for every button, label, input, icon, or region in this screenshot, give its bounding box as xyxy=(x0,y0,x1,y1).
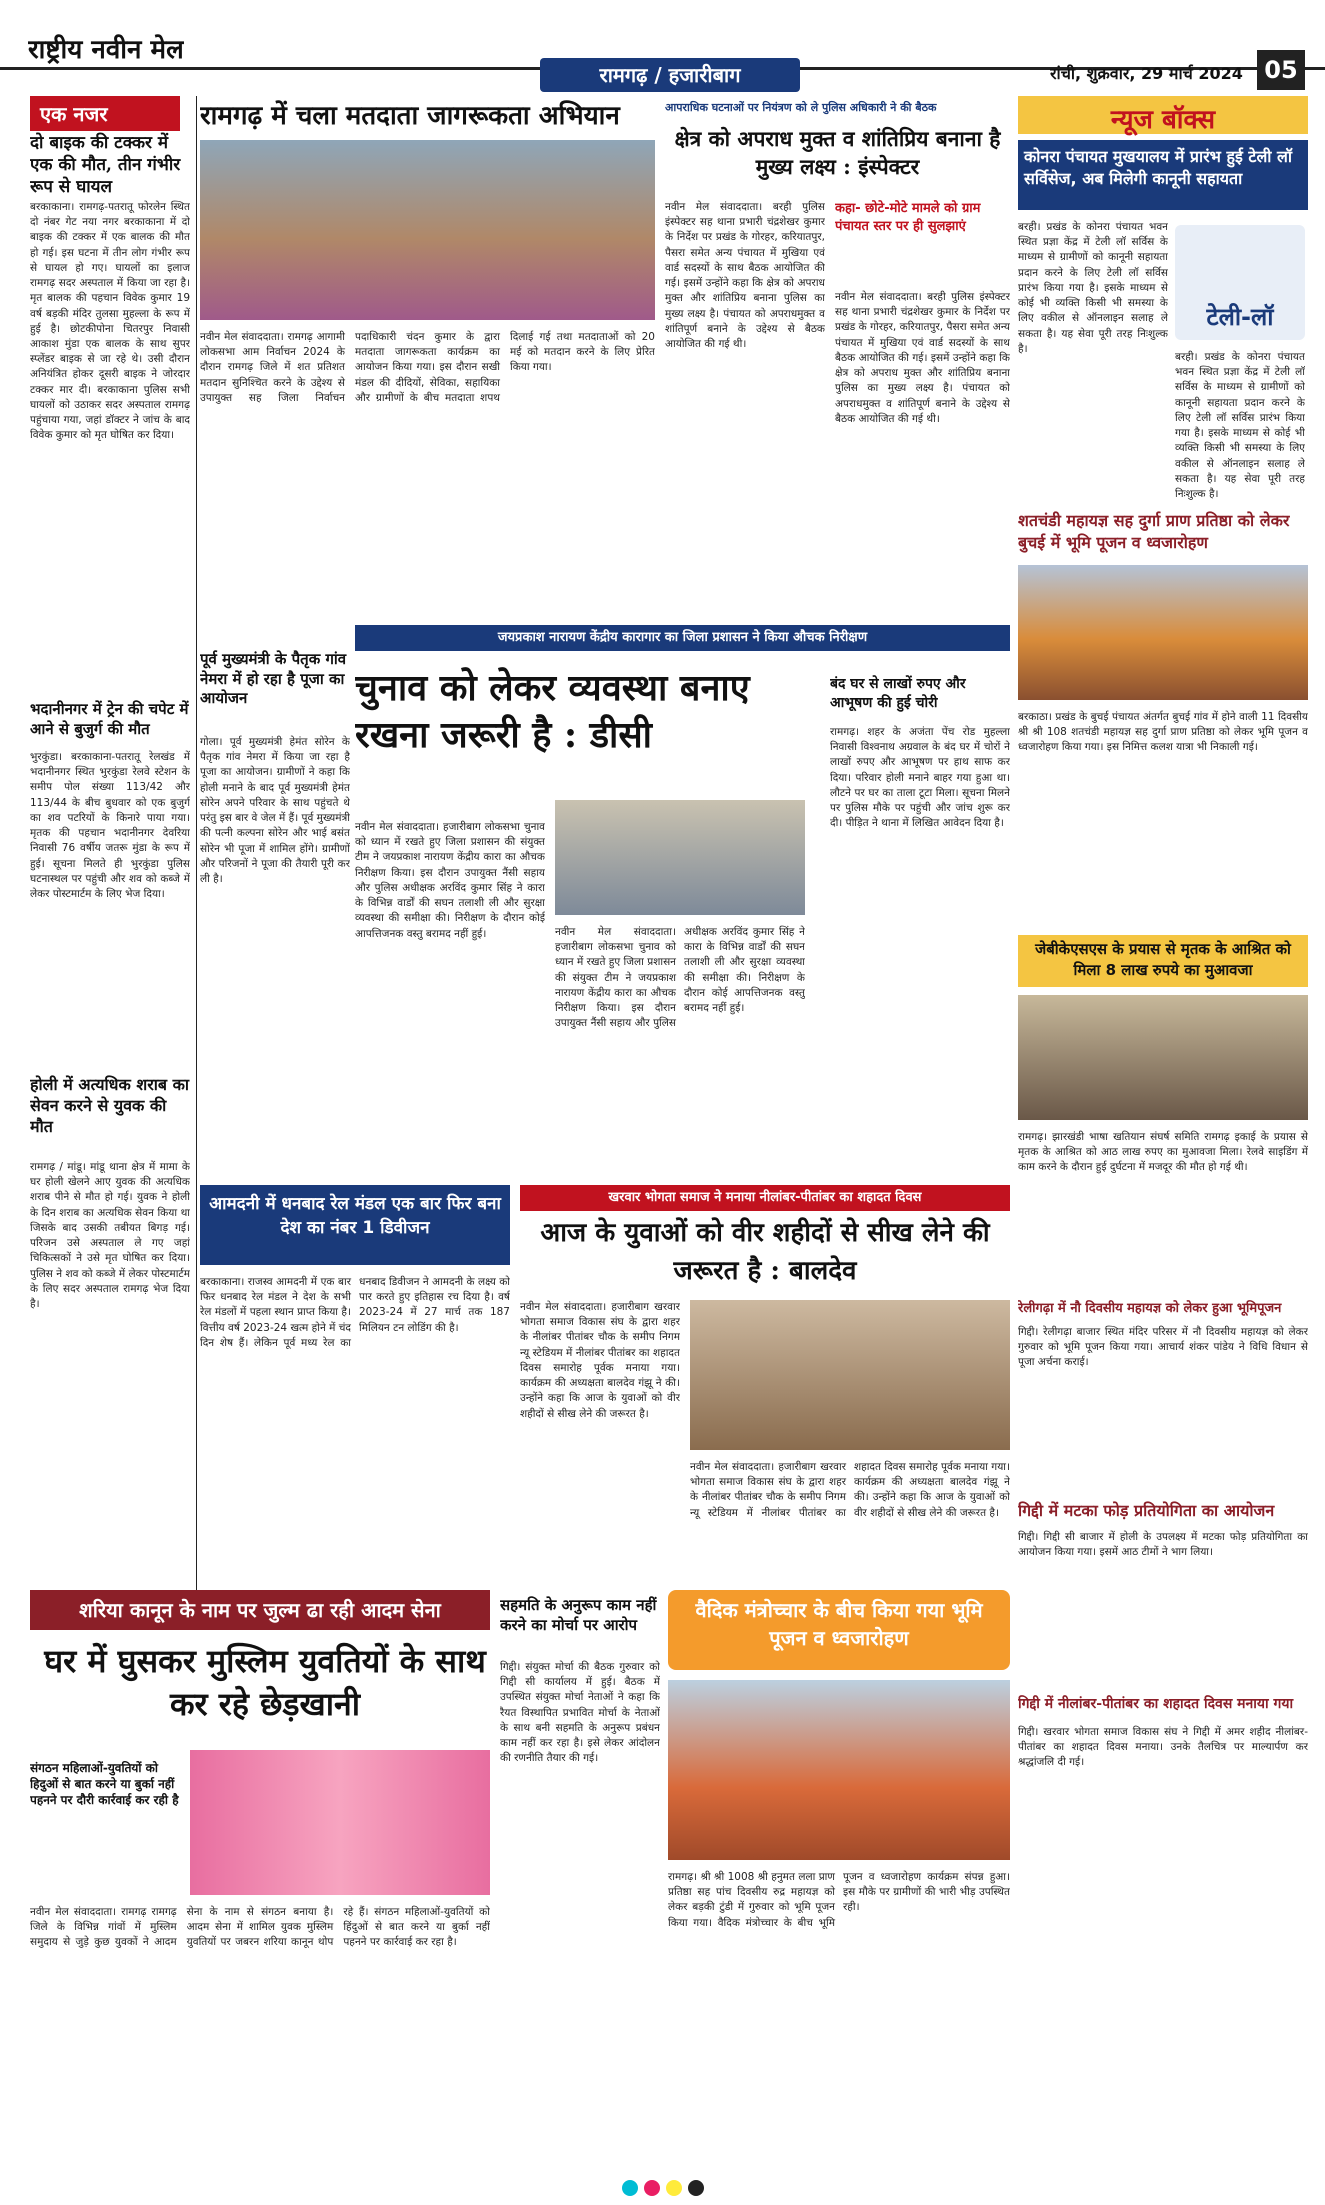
ek-nazar-label: एक नजर xyxy=(30,96,180,131)
theft-body: रामगढ़। शहर के अजंता पेंच रोड मुहल्ला निवासी विश्वनाथ अग्रवाल के बंद घर में चोरों ने लाखों रुपए और आभूषण पर हाथ साफ कर दिया। परिवार होली मनाने बाहर गया हुआ था। लौटने पर घर का ताला टूटा मिला। सूचना मिलने पर पुलिस मौके पर पहुंची और जांच शुरू कर दी। पीड़ित ने थाना में लिखित आवेदन दिया है। xyxy=(830,726,1010,830)
news-box-story5-headline: गिद्दी में मटका फोड़ प्रतियोगिता का आयोजन xyxy=(1018,1501,1275,1520)
ek-nazar-story2-headline: भदानीनगर में ट्रेन की चपेट में आने से बुजुर्ग की मौत xyxy=(30,700,189,738)
sahmati-headline: सहमति के अनुरूप काम नहीं करने का मोर्चा पर आरोप xyxy=(500,1596,657,1635)
inspector-pullquote: कहा- छोटे-मोटे मामले को ग्राम पंचायत स्तर पर ही सुलझाएं xyxy=(835,201,981,234)
page-number: 05 xyxy=(1257,50,1305,90)
news-box-label: न्यूज बॉक्स xyxy=(1110,105,1216,135)
section-label: रामगढ़ / हजारीबाग xyxy=(540,58,800,92)
railway-headline: आमदनी में धनबाद रेल मंडल एक बार फिर बना देश का नंबर 1 डिवीजन xyxy=(200,1185,510,1265)
sharia-photo xyxy=(190,1750,490,1895)
jail-body-cont: नवीन मेल संवाददाता। हजारीबाग लोकसभा चुनाव को ध्यान में रखते हुए जिला प्रशासन की संयुक्त टीम ने जयप्रकाश नारायण केंद्रीय कारा का औचक निरीक्षण किया। इस दौरान उपायुक्त नैंसी सहाय और पुलिस अधीक्षक अरविंद कुमार सिंह ने कारा के विभिन्न वार्डों की सघन तलाशी ली और सुरक्षा व्यवस्था की समीक्षा की। निरीक्षण के दौरान कोई आपत्तिजनक वस्तु बरामद नहीं हुई। xyxy=(555,926,805,1030)
baldev-kicker: खरवार भोगता समाज ने मनाया नीलांबर-पीतांबर का शहादत दिवस xyxy=(520,1185,1010,1211)
pm-story-headline: पूर्व मुख्यमंत्री के पैतृक गांव नेमरा में हो रहा है पूजा का आयोजन xyxy=(200,650,347,707)
dateline: रांची, शुक्रवार, 29 मार्च 2024 xyxy=(1050,64,1243,83)
baldev-body-cont: नवीन मेल संवाददाता। हजारीबाग खरवार भोगता समाज विकास संघ के द्वारा शहर के नीलांबर पीतांबर चौक के समीप निगम न्यू स्टेडियम में नीलांबर पीतांबर का शहादत दिवस समारोह पूर्वक मनाया गया। कार्यक्रम की अध्यक्षता बालदेव गंझू ने की। उन्होंने कहा कि आज के युवाओं को वीर शहीदों से सीख लेने की जरूरत है। xyxy=(690,1461,1010,1519)
sharia-body: नवीन मेल संवाददाता। रामगढ़ रामगढ़ जिले के विभिन्न गांवों में मुस्लिम समुदाय से जुड़े कुछ युवकों ने आदम सेना के नाम से संगठन बनाया है। आदम सेना में शामिल युवक मुस्लिम युवतियों पर जबरन शरिया कानून थोप रहे हैं। संगठन महिलाओं-युवतियों को हिंदुओं से बात करने या बुर्का नहीं पहनने पर कार्रवाई कर रहा है। xyxy=(30,1906,490,1949)
lead-body: नवीन मेल संवाददाता। रामगढ़ आगामी लोकसभा आम निर्वाचन 2024 के दौरान रामगढ़ जिले में शत प्रतिशत मतदान सुनिश्चित करने के उद्देश्य से उपायुक्त सह जिला निर्वाचन पदाधिकारी चंदन कुमार के द्वारा मतदाता जागरूकता कार्यक्रम का आयोजन किया गया। इस दौरान सखी मंडल की दीदियों, सेविका, सहायिका और ग्रामीणों के बीच मतदाता शपथ दिलाई गई तथा मतदाताओं को 20 मई को मतदान करने के लिए प्रेरित किया गया। xyxy=(200,331,655,404)
ek-nazar-story3-body: रामगढ़ / मांडू। मांडू थाना क्षेत्र में मामा के घर होली खेलने आए युवक की अत्यधिक शराब पीने से मौत हो गई। युवक ने होली के दिन शराब का अत्यधिक सेवन किया था जिसके बाद उसकी तबीयत बिगड़ गई। परिजन उसे अस्पताल ले गए जहां चिकित्सकों ने उसे मृत घोषित कर दिया। पुलिस ने शव को कब्जे में लेकर पोस्टमार्टम के लिए सदर अस्पताल रामगढ़ भेज दिया है। xyxy=(30,1161,190,1310)
news-box-story3-body: रामगढ़। झारखंडी भाषा खतियान संघर्ष समिति रामगढ़ इकाई के प्रयास से मृतक के आश्रित को आठ लाख रुपए का मुआवजा मिला। रेलवे साइडिंग में काम करने के दौरान हुई दुर्घटना में मजदूर की मौत हो गई थी। xyxy=(1018,1131,1308,1174)
sharia-bullet: संगठन महिलाओं-युवतियों को हिदुओं से बात करने या बुर्का नहीं पहनने पर दौरी कार्रवाई कर रही है xyxy=(30,1761,179,1808)
news-box-story1-body: बरही। प्रखंड के कोनरा पंचायत भवन स्थित प्रज्ञा केंद्र में टेली लॉ सर्विस के माध्यम से ग्रामीणों को कानूनी सहायता प्रदान करने के लिए टेली लॉ सर्विस प्रारंभ किया गया है। इसके माध्यम से कोई भी व्यक्ति किसी भी समस्या के लिए वकील से ऑनलाइन सलाह ले सकता है। यह सेवा पूरी तरह निःशुल्क है। xyxy=(1018,221,1168,355)
news-box-story4-body: गिद्दी। रेलीगढ़ा बाजार स्थित मंदिर परिसर में नौ दिवसीय महायज्ञ को लेकर गुरुवार को भूमि पूजन किया गया। आचार्य शंकर पांडेय ने विधि विधान से पूजा अर्चना कराई। xyxy=(1018,1326,1308,1369)
news-box-story1-headline: कोनरा पंचायत मुखयालय में प्रारंभ हुई टेली लॉ सर्विसेज, अब मिलेगी कानूनी सहायता xyxy=(1018,140,1308,210)
ek-nazar-story2-body: भुरकुंडा। बरकाकाना-पतरातू रेलखंड में भदानीनगर स्थित भुरकुंडा रेलवे स्टेशन के समीप पोल संख्या 113/42 और 113/44 के बीच बुधवार को एक बुजुर्ग का शव पटरियों के किनारे पाया गया। मृतक की पहचान भदानीनगर देवरिया निवासी 76 वर्षीय जतरू मुंडा के रूप में हुई। सूचना मिलते ही भुरकुंडा पुलिस घटनास्थल पर पहुंची और शव को कब्जे में लेकर पोस्टमार्टम के लिए भेज दिया। xyxy=(30,751,190,900)
vedic-headline: वैदिक मंत्रोच्चार के बीच किया गया भूमि पूजन व ध्वजारोहण xyxy=(668,1590,1010,1670)
theft-headline: बंद घर से लाखों रुपए और आभूषण की हुई चोरी xyxy=(830,676,966,711)
inspector-headline: क्षेत्र को अपराध मुक्त व शांतिप्रिय बनाना है मुख्य लक्ष्य : इंस्पेक्टर xyxy=(674,126,1001,180)
ek-nazar-story1-headline: दो बाइक की टक्कर में एक की मौत, तीन गंभीर रूप से घायल xyxy=(30,133,181,198)
jail-kicker: जयप्रकाश नारायण केंद्रीय कारागार का जिला प्रशासन ने किया औचक निरीक्षण xyxy=(355,625,1010,651)
news-box-story2-photo xyxy=(1018,565,1308,700)
sahmati-body: गिद्दी। संयुक्त मोर्चा की बैठक गुरुवार को गिद्दी सी कार्यालय में हुई। बैठक में उपस्थित संयुक्त मोर्चा नेताओं ने कहा कि रैयत विस्थापित प्रभावित मोर्चा के नेताओं के साथ बनी सहमति के अनुरूप प्रबंधन काम नहीं कर रहा है। इसे लेकर आंदोलन की रणनीति तैयार की गई। xyxy=(500,1661,660,1765)
news-box-story2-body: बरकाठा। प्रखंड के बुचई पंचायत अंतर्गत बुचई गांव में होने वाली 11 दिवसीय श्री श्री 108 शतचंडी महायज्ञ सह दुर्गा प्राण प्रतिष्ठा को लेकर भूमि पूजन व ध्वजारोहण किया गया। इस निमित्त कलश यात्रा भी निकाली गई। xyxy=(1018,711,1308,754)
news-box-story1-body-cont: बरही। प्रखंड के कोनरा पंचायत भवन स्थित प्रज्ञा केंद्र में टेली लॉ सर्विस के माध्यम से ग्रामीणों को कानूनी सहायता प्रदान करने के लिए टेली लॉ सर्विस प्रारंभ किया गया है। इसके माध्यम से कोई भी व्यक्ति किसी भी समस्या के लिए वकील से ऑनलाइन सलाह ले सकता है। यह सेवा पूरी तरह निःशुल्क है। xyxy=(1175,351,1305,500)
jail-body: नवीन मेल संवाददाता। हजारीबाग लोकसभा चुनाव को ध्यान में रखते हुए जिला प्रशासन की संयुक्त टीम ने जयप्रकाश नारायण केंद्रीय कारा का औचक निरीक्षण किया। इस दौरान उपायुक्त नैंसी सहाय और पुलिस अधीक्षक अरविंद कुमार सिंह ने कारा के विभिन्न वार्डों की सघन तलाशी ली और सुरक्षा व्यवस्था की समीक्षा की। निरीक्षण के दौरान कोई आपत्तिजनक वस्तु बरामद नहीं हुई। xyxy=(355,821,545,940)
news-box-story4-headline: रेलीगढ़ा में नौ दिवसीय महायज्ञ को लेकर हुआ भूमिपूजन xyxy=(1018,1301,1282,1316)
masthead-title: राष्ट्रीय नवीन मेल xyxy=(28,35,184,65)
news-box-story3-photo xyxy=(1018,995,1308,1120)
print-registration-marks xyxy=(20,2180,1305,2200)
news-box-story6-headline: गिद्दी में नीलांबर-पीतांबर का शहादत दिवस मनाया गया xyxy=(1018,1696,1294,1712)
ek-nazar-story3-headline: होली में अत्यधिक शराब का सेवन करने से युवक की मौत xyxy=(30,1075,190,1136)
vedic-photo xyxy=(668,1680,1010,1860)
sharia-headline: घर में घुसकर मुस्लिम युवतियों के साथ कर रहे छेड़खानी xyxy=(44,1642,486,1724)
vedic-body: रामगढ़। श्री श्री 1008 श्री हनुमत लला प्राण प्रतिष्ठा सह पांच दिवसीय रुद्र महायज्ञ को लेकर बड़की टुंडी में गुरुवार को भूमि पूजन किया गया। वैदिक मंत्रोच्चार के बीच भूमि पूजन व ध्वजारोहण कार्यक्रम संपन्न हुआ। इस मौके पर ग्रामीणों की भारी भीड़ उपस्थित रही। xyxy=(668,1871,1010,1929)
column-divider xyxy=(196,96,197,1596)
inspector-kicker: आपराधिक घटनाओं पर नियंत्रण को ले पुलिस अधिकारी ने की बैठक xyxy=(665,101,937,114)
pm-story-body: गोला। पूर्व मुख्यमंत्री हेमंत सोरेन के पैतृक गांव नेमरा में किया जा रहा है पूजा का आयोजन। ग्रामीणों ने कहा कि होली मनाने के बाद पूर्व मुख्यमंत्री हेमंत सोरेन अपने परिवार के साथ पहुंचते थे परंतु इस बार वे जेल में हैं। पूर्व मुख्यमंत्री की पत्नी कल्पना सोरेन और भाई बसंत सोरेन भी पूजा में शामिल होंगे। ग्रामीणों और परिजनों ने पूजा की तैयारी पूरी कर ली है। xyxy=(200,736,350,885)
news-box-story6-body: गिद्दी। खरवार भोगता समाज विकास संघ ने गिद्दी में अमर शहीद नीलांबर-पीतांबर का शहादत दिवस मनाया। उनके तैलचित्र पर माल्यार्पण कर श्रद्धांजलि दी गई। xyxy=(1018,1726,1308,1769)
jail-headline: चुनाव को लेकर व्यवस्था बनाए रखना जरूरी है : डीसी xyxy=(355,667,750,756)
sharia-kicker: शरिया कानून के नाम पर जुल्म ढा रही आदम सेना xyxy=(30,1590,490,1630)
inspector-body: नवीन मेल संवाददाता। बरही पुलिस इंस्पेक्टर सह थाना प्रभारी चंद्रशेखर कुमार के निर्देश पर प्रखंड के गोरहर, करियातपुर, पैसरा समेत अन्य पंचायत में मुखिया एवं वार्ड सदस्यों के साथ बैठक आयोजित की गई। इसमें उन्होंने कहा कि क्षेत्र को अपराध मुक्त और शांतिप्रिय बनाना पुलिस का मुख्य लक्ष्य है। पंचायत को अपराधमुक्त व शांतिपूर्ण बनाने के उद्देश्य से बैठक आयोजित की गई थी। xyxy=(665,201,825,350)
lead-photo xyxy=(200,140,655,320)
baldev-headline: आज के युवाओं को वीर शहीदों से सीख लेने की जरूरत है : बालदेव xyxy=(540,1218,990,1286)
jail-photo xyxy=(555,800,805,915)
news-box-story2-headline: शतचंडी महायज्ञ सह दुर्गा प्राण प्रतिष्ठा को लेकर बुचई में भूमि पूजन व ध्वजारोहण xyxy=(1018,511,1290,552)
lead-headline: रामगढ़ में चला मतदाता जागरूकता अभियान xyxy=(200,101,620,131)
baldev-photo xyxy=(690,1300,1010,1450)
baldev-body: नवीन मेल संवाददाता। हजारीबाग खरवार भोगता समाज विकास संघ के द्वारा शहर के नीलांबर पीतांबर चौक के समीप निगम न्यू स्टेडियम में नीलांबर पीतांबर का शहादत दिवस समारोह पूर्वक मनाया गया। कार्यक्रम की अध्यक्षता बालदेव गंझू ने की। उन्होंने कहा कि आज के युवाओं को वीर शहीदों से सीख लेने की जरूरत है। xyxy=(520,1301,680,1420)
railway-body: बरकाकाना। राजस्व आमदनी में एक बार फिर धनबाद रेल मंडल ने देश के सभी रेल मंडलों में पहला स्थान प्राप्त किया है। वित्तीय वर्ष 2023-24 खत्म होने में चंद दिन शेष हैं। लेकिन पूर्व मध्य रेल का धनबाद डिवीजन ने आमदनी के लक्ष्य को पार करते हुए इतिहास रच दिया है। वर्ष 2023-24 में 27 मार्च तक 187 मिलियन टन लोडिंग की है। xyxy=(200,1276,510,1349)
news-box-story5-body: गिद्दी। गिद्दी सी बाजार में होली के उपलक्ष्य में मटका फोड़ प्रतियोगिता का आयोजन किया गया। इसमें आठ टीमों ने भाग लिया। xyxy=(1018,1531,1308,1559)
news-box-story3-headline: जेबीकेएसएस के प्रयास से मृतक के आश्रित को मिला 8 लाख रुपये का मुआवजा xyxy=(1018,935,1308,987)
inspector-body-cont: नवीन मेल संवाददाता। बरही पुलिस इंस्पेक्टर सह थाना प्रभारी चंद्रशेखर कुमार के निर्देश पर प्रखंड के गोरहर, करियातपुर, पैसरा समेत अन्य पंचायत में मुखिया एवं वार्ड सदस्यों के साथ बैठक आयोजित की गई। इसमें उन्होंने कहा कि क्षेत्र को अपराध मुक्त और शांतिप्रिय बनाना पुलिस का मुख्य लक्ष्य है। पंचायत को अपराधमुक्त व शांतिपूर्ण बनाने के उद्देश्य से बैठक आयोजित की गई थी। xyxy=(835,291,1010,425)
ek-nazar-story1-body: बरकाकाना। रामगढ़-पतरातू फोरलेन स्थित दो नंबर गेट नया नगर बरकाकाना में दो बाइक की टक्कर में एक बालक की मौत हो गई। इस घटना में तीन लोग गंभीर रूप से घायल हो गए। घायलों का इलाज रामगढ़ सदर अस्पताल में किया जा रहा है। मृत बालक की पहचान विवेक कुमार 19 वर्ष बड़की मंदिर तुलसा मुहल्ला के रूप में हुई है। छोटकीपोना चितरपुर निवासी आकाश मुंडा एक बालक के साथ सुपर स्प्लेंडर बाइक से जा रहे थे। उसी दौरान अनियंत्रित होकर दूसरी बाइक ने जोरदार टक्कर मार दी। बरकाकाना पुलिस सभी घायलों को उठाकर सदर अस्पताल रामगढ़ पहुंचाया गया, जहां डॉक्टर ने जांच के बाद विवेक कुमार को मृत घोषित कर दिया। xyxy=(30,201,190,442)
tele-law-text: टेली-लॉ xyxy=(1206,303,1274,331)
